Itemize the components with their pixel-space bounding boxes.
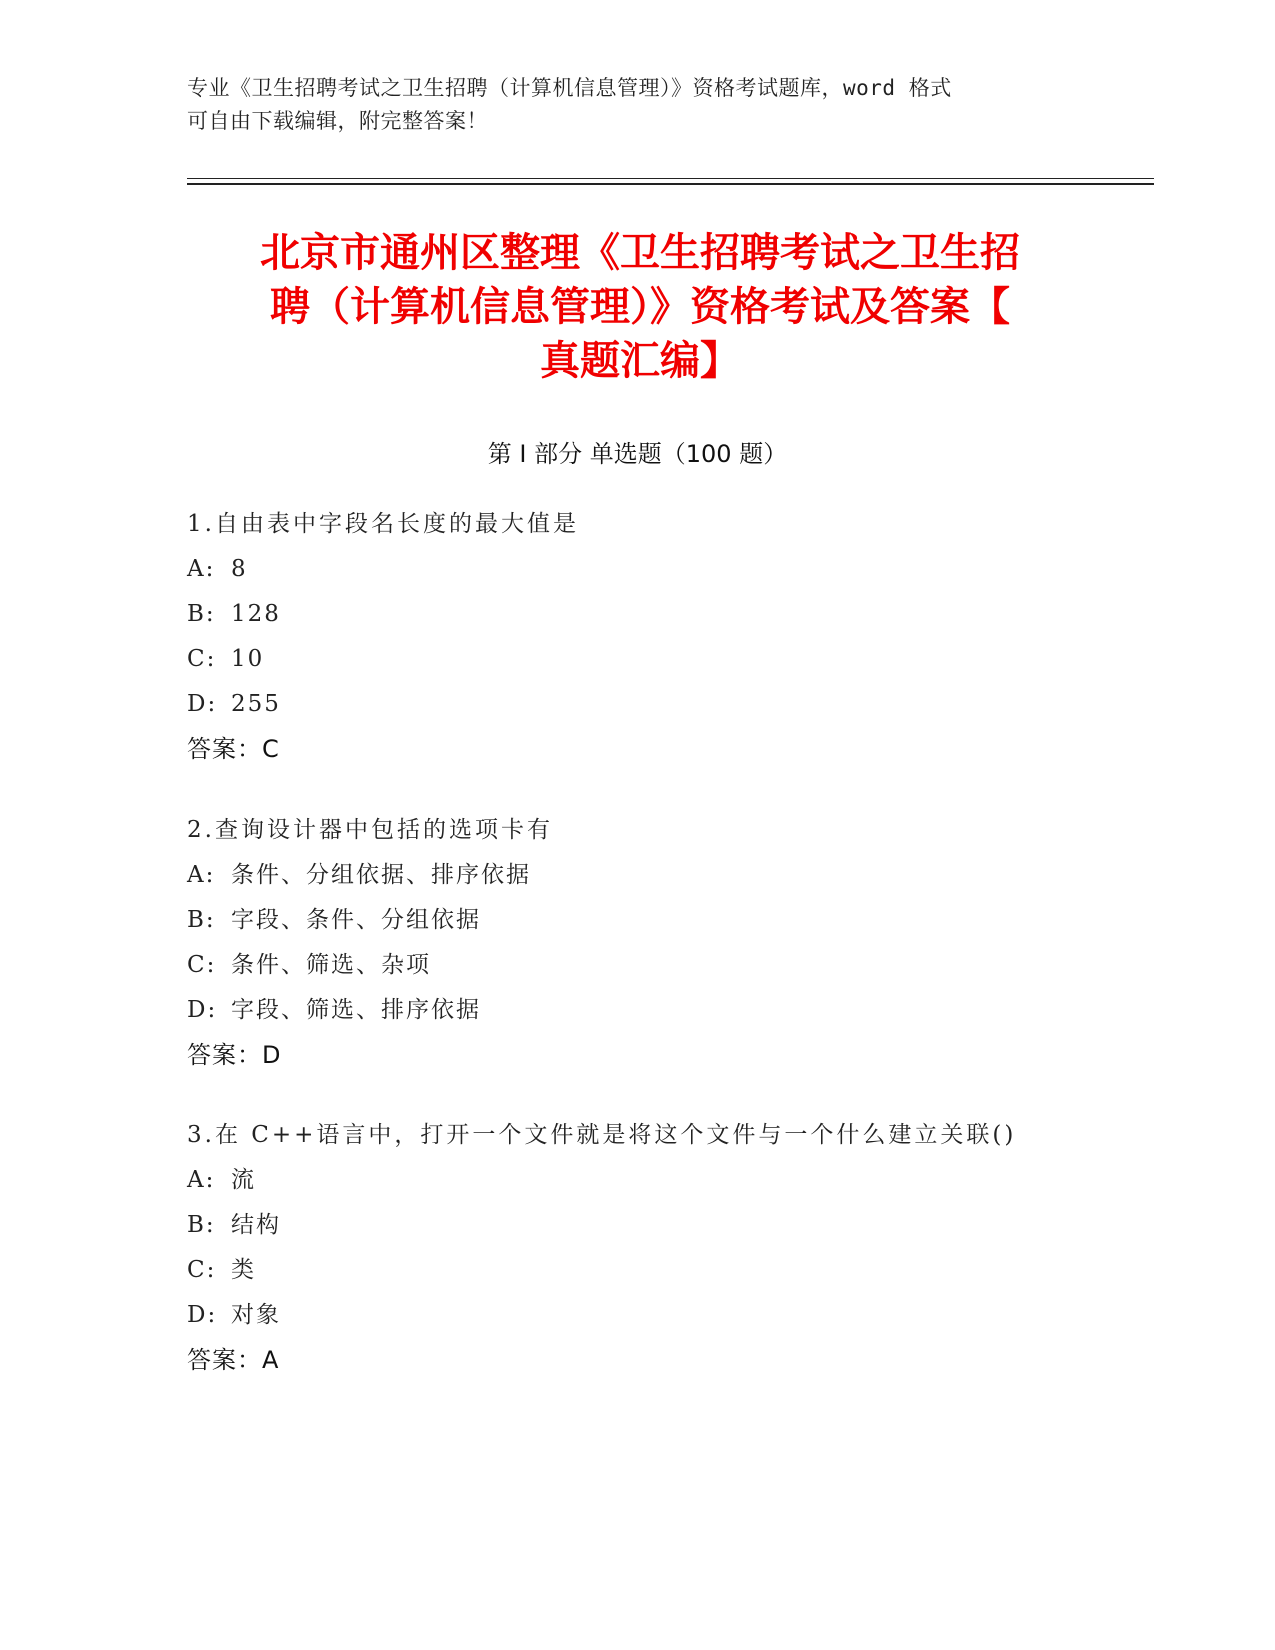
option-text: 8 [231, 556, 248, 582]
option-b [187, 592, 1087, 637]
option-letter: D: [187, 691, 218, 717]
answer-line: 答案：A [187, 1346, 280, 1374]
option-c [187, 1248, 1087, 1293]
option-text: 128 [231, 601, 281, 627]
option-letter: B: [187, 907, 216, 933]
intro-text [187, 72, 1087, 138]
option-letter: B: [187, 601, 216, 627]
option-letter: C: [187, 952, 217, 978]
header-divider-thick [187, 183, 1154, 185]
option-letter: D: [187, 997, 218, 1023]
option-text: 字段、筛选、排序依据 [231, 997, 481, 1023]
option-letter: A: [187, 1167, 216, 1193]
option-text: 条件、筛选、杂项 [231, 952, 431, 978]
option-text: 对象 [231, 1302, 281, 1328]
question-stem: 3.在 C++语言中，打开一个文件就是将这个文件与一个什么建立关联() [187, 1122, 1017, 1148]
intro-line-1: 专业《卫生招聘考试之卫生招聘（计算机信息管理）》资格考试题库，word 格式 [187, 76, 952, 100]
option-b [187, 898, 1087, 943]
question-2 [187, 808, 1087, 1078]
option-letter: B: [187, 1212, 216, 1238]
option-text: 条件、分组依据、排序依据 [231, 862, 531, 888]
option-text: 结构 [231, 1212, 281, 1238]
option-text: 10 [231, 646, 265, 672]
section-heading: 第 I 部分 单选题（100 题） [487, 440, 788, 468]
option-letter: A: [187, 862, 216, 888]
title-line-3: 真题汇编】 [540, 338, 740, 384]
question-3 [187, 1113, 1087, 1383]
option-text: 字段、条件、分组依据 [231, 907, 481, 933]
option-d [187, 1293, 1087, 1338]
answer-line: 答案：C [187, 735, 280, 763]
option-text: 流 [231, 1167, 256, 1193]
question-1 [187, 502, 1087, 772]
document-title [190, 226, 1090, 388]
question-stem: 2.查询设计器中包括的选项卡有 [187, 817, 553, 843]
option-c [187, 943, 1087, 988]
title-line-1: 北京市通州区整理《卫生招聘考试之卫生招 [260, 230, 1020, 276]
option-b [187, 1203, 1087, 1248]
option-letter: A: [187, 556, 216, 582]
title-line-2: 聘（计算机信息管理）》资格考试及答案【 [270, 284, 1010, 330]
option-letter: C: [187, 646, 217, 672]
header-divider-thin [187, 178, 1154, 179]
option-text: 类 [231, 1257, 256, 1283]
option-text: 255 [231, 691, 281, 717]
option-d [187, 988, 1087, 1033]
question-stem: 1.自由表中字段名长度的最大值是 [187, 511, 579, 537]
option-a [187, 1158, 1087, 1203]
option-a [187, 853, 1087, 898]
option-letter: C: [187, 1257, 217, 1283]
option-c [187, 637, 1087, 682]
answer-line: 答案：D [187, 1041, 282, 1069]
option-d [187, 682, 1087, 727]
intro-line-2: 可自由下载编辑，附完整答案！ [187, 109, 488, 133]
option-letter: D: [187, 1302, 218, 1328]
option-a [187, 547, 1087, 592]
